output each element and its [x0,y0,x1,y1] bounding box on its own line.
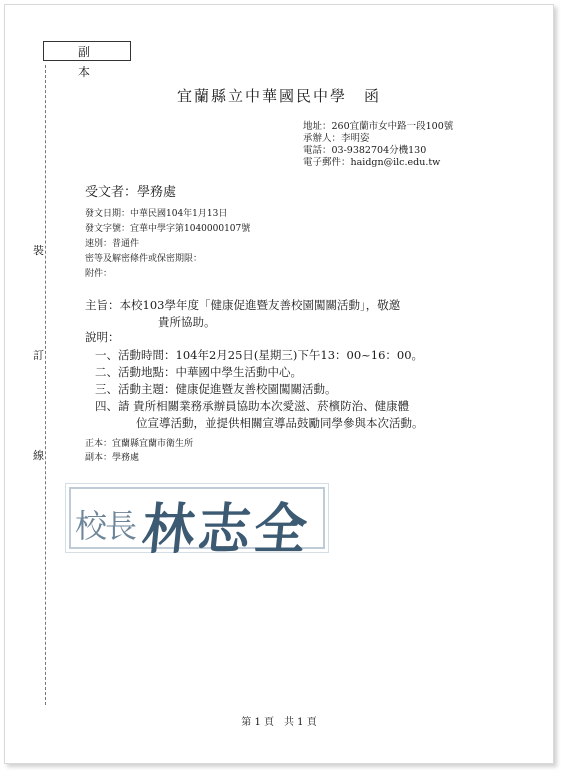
primary-recipient: 正本：宜蘭縣宜蘭市衛生所 [85,439,194,449]
document-title: 宜蘭縣立中華國民中學 函 [176,87,381,105]
sender-address: 地址：260宜蘭市女中路一段100號 [303,121,454,132]
issue-date: 發文日期：中華民國104年1月13日 [85,209,228,219]
recipient: 受文者：學務處 [85,185,177,200]
binding-char-3: 線 [33,445,44,465]
subject-line-2: 貴所協助。 [158,315,216,329]
stamp-title: 校長 [75,507,136,545]
explanation-item-2: 二、活動地點：中華國中學生活動中心。 [95,365,302,379]
binding-char-2: 訂 [33,345,44,365]
distribution [85,437,193,465]
copy-recipient: 副本：學務處 [85,453,140,463]
explanation-list [95,347,515,432]
security-class: 密等及解密條件或保密期限： [85,254,203,264]
attachment: 附件： [85,269,113,279]
explanation-heading: 說明： [85,330,120,344]
principal-stamp [65,483,329,562]
sender-phone: 電話：03-9382704分機130 [303,145,427,156]
explanation-item-4-cont: 位宣導活動，並提供相關宣導品鼓勵同學參與本次活動。 [136,416,424,430]
speed-class: 速別：普通件 [85,239,140,249]
stamp-name: 林志全 [139,498,314,562]
explanation-item-1: 一、活動時間：104年2月25日(星期三)下午13：00~16：00。 [95,348,424,362]
explanation-item-3: 三、活動主題：健康促進暨友善校園闖關活動。 [95,382,337,396]
subject-line-1: 主旨：本校103學年度「健康促進暨友善校園闖關活動」，敬邀 [85,298,401,312]
document-meta [85,207,250,282]
explanation-item-4: 四、請 貴所相關業務承辦員協助本次愛滋、菸檳防治、健康體 [95,399,410,413]
copy-label-box: 副本 [43,41,131,61]
doc-number: 發文字號：宜華中學字第1040000107號 [85,224,251,234]
subject [85,297,485,331]
binding-char-1: 裝 [33,240,44,260]
sender-email: 電子郵件：haidgn@ilc.edu.tw [303,157,441,168]
sender-info [303,121,453,169]
page-number: 第 1 頁 共 1 頁 [241,717,317,728]
binding-line [45,65,46,705]
sender-contact: 承辦人：李明姿 [303,133,370,144]
document-page [4,4,554,764]
